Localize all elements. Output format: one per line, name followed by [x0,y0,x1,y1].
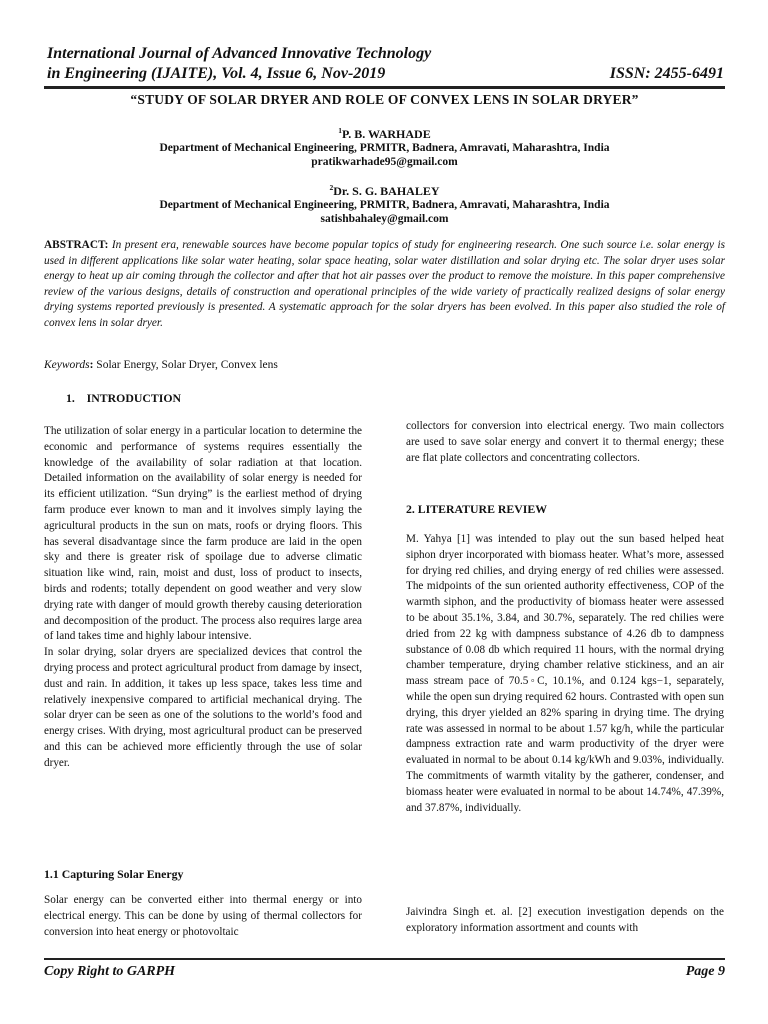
literature-paragraph-1: M. Yahya [1] was intended to play out the sun based helped heat siphon dryer incorporated with biomass heater. What’s more, assessed for drying red chilies, and drying energy of red chilies were assessed. The midpoints of the sun oriented authority effectiveness, COP of the warmth siphon, and the productivity of biomass heater were assessed to be about 35.1%, 3.84, and 30.7%, separately. The red chilies were dried from 22 kg with dampness substance of 4.26 db to dampness substance of 0.08 db which required 11 hours, with the normal drying chamber temperature, drying chamber relative stickiness, and an air mass stream pace of 70.5◦C, 10.1%, and 0.124 kgs−1, separately, while the open sun drying required 62 hours. Contrasted with open sun drying, this dryer yielded an 82% sparing in drying time. The drying rate was assessed in normal to be about 1.57 kg/h, while the particular dampness extraction rate and warm productivity of the dryer were evaluated in normal to be about 0.14 kg/kWh and 9.03%, individually. The commitments of warmth vitality by the gatherer, condenser, and biomass heater were evaluated in normal to be about 14.74%, 47.39%, and 37.87%, individually. [406,533,724,814]
author-2-sup: 2 [329,183,334,192]
author-2-name: Dr. S. G. BAHALEY [333,184,440,198]
author-1-affiliation: Department of Mechanical Engineering, PRMITR, Badnera, Amravati, Maharashtra, India [159,142,610,154]
journal-name-line2: in Engineering (IJAITE), Vol. 4, Issue 6, Nov-2019 [47,65,386,82]
abstract-text: In present era, renewable sources have become popular topics of study for engineering research. One such source i.e. solar energy is used in different applications like solar water heating, solar space heating, solar water distillation and solar drying etc. The solar dryer uses solar energy to heat up air coming through the collector and after that hot air passes over the product to remove the moisture. In this paper comprehensive review of the various designs, details of construction and operational principles of the wide variety of practically realized designs of solar energy drying systems reported previously is presented. A systematic approach for the solar dryers has been evolved. In this paper also studied the role of convex lens in solar dryer. [44,239,726,329]
header-rule [44,86,725,89]
paper-title: “STUDY OF SOLAR DRYER AND ROLE OF CONVEX LENS IN SOLAR DRYER” [130,92,639,107]
issn: ISSN: 2455-6491 [609,65,724,82]
intro-paragraphs [44,424,362,772]
author-1-sup: 1 [338,126,343,135]
section-heading-introduction: 1. INTRODUCTION [66,391,182,405]
keywords-sep: : [89,359,97,371]
page-number: Page 9 [685,964,725,979]
keywords [44,359,278,371]
footer-rule [44,958,725,960]
literature-paragraph-2: Jaivindra Singh et. al. [2] execution investigation depends on the exploratory information assortment and counts with [406,906,724,934]
intro-paragraph-1: The utilization of solar energy in a particular location to determine the economic and performance of systems requires essentially the knowledge of the availability of solar radiation at that location. Detailed information on the availability of solar energy is needed for its efficient utilization. “Sun drying” is the earliest method of drying farm produce ever known to man and it involves simply laying the agricultural products in the sun on mats, roofs or drying floors. This has several disadvantage since the farm produce are laid in the open sky and there is greater risk of spoilage due to adverse climatic situation like wind, rain, moist and dust, loss of product to insects, birds and rodents; totally dependent on good weather and very slow drying rate with danger of mould growth thereby causing deterioration and decomposition of the product. The process also requires large area of land takes time and highly labour intensive. [44,425,362,643]
author-2-affiliation: Department of Mechanical Engineering, PRMITR, Badnera, Amravati, Maharashtra, India [159,199,610,211]
subsection-heading-capturing: 1.1 Capturing Solar Energy [44,867,184,881]
right-continuation-paragraph: collectors for conversion into electrical energy. Two main collectors are used to save solar energy and convert it to thermal energy; these are flat plate collectors and concentrating collectors. [406,420,724,464]
author-block-1 [44,124,725,169]
section-heading-literature-review: 2. LITERATURE REVIEW [406,502,548,516]
capturing-paragraph: Solar energy can be converted either into thermal energy or into electrical energy. This can be done by using of thermal collectors for conversion into heat energy or photovoltaic [44,894,362,938]
author-block-2 [44,181,725,226]
intro-paragraph-2: In solar drying, solar dryers are specialized devices that control the drying process and protect agricultural product from damage by insect, dust and rain. In addition, it takes up less space, takes less time and relatively inexpensive compared to artificial mechanical drying. The solar dryer can be seen as one of the solutions to the world’s food and energy crises. With drying, most agricultural product can be preserved and this can be achieved more efficiently through the use of solar dryer. [44,646,362,769]
journal-name-line1: International Journal of Advanced Innovative Technology [47,45,432,62]
page-footer [44,964,725,980]
journal-header [47,44,724,84]
copyright: Copy Right to GARPH [44,964,176,979]
author-1-name: P. B. WARHADE [342,127,431,141]
keywords-label: Keywords [44,359,90,371]
keywords-text: Solar Energy, Solar Dryer, Convex lens [96,359,278,371]
author-2-email: satishbahaley@gmail.com [320,213,449,225]
author-1-email: pratikwarhade95@gmail.com [311,156,458,168]
abstract [44,238,725,332]
abstract-label: ABSTRACT: [44,239,109,251]
